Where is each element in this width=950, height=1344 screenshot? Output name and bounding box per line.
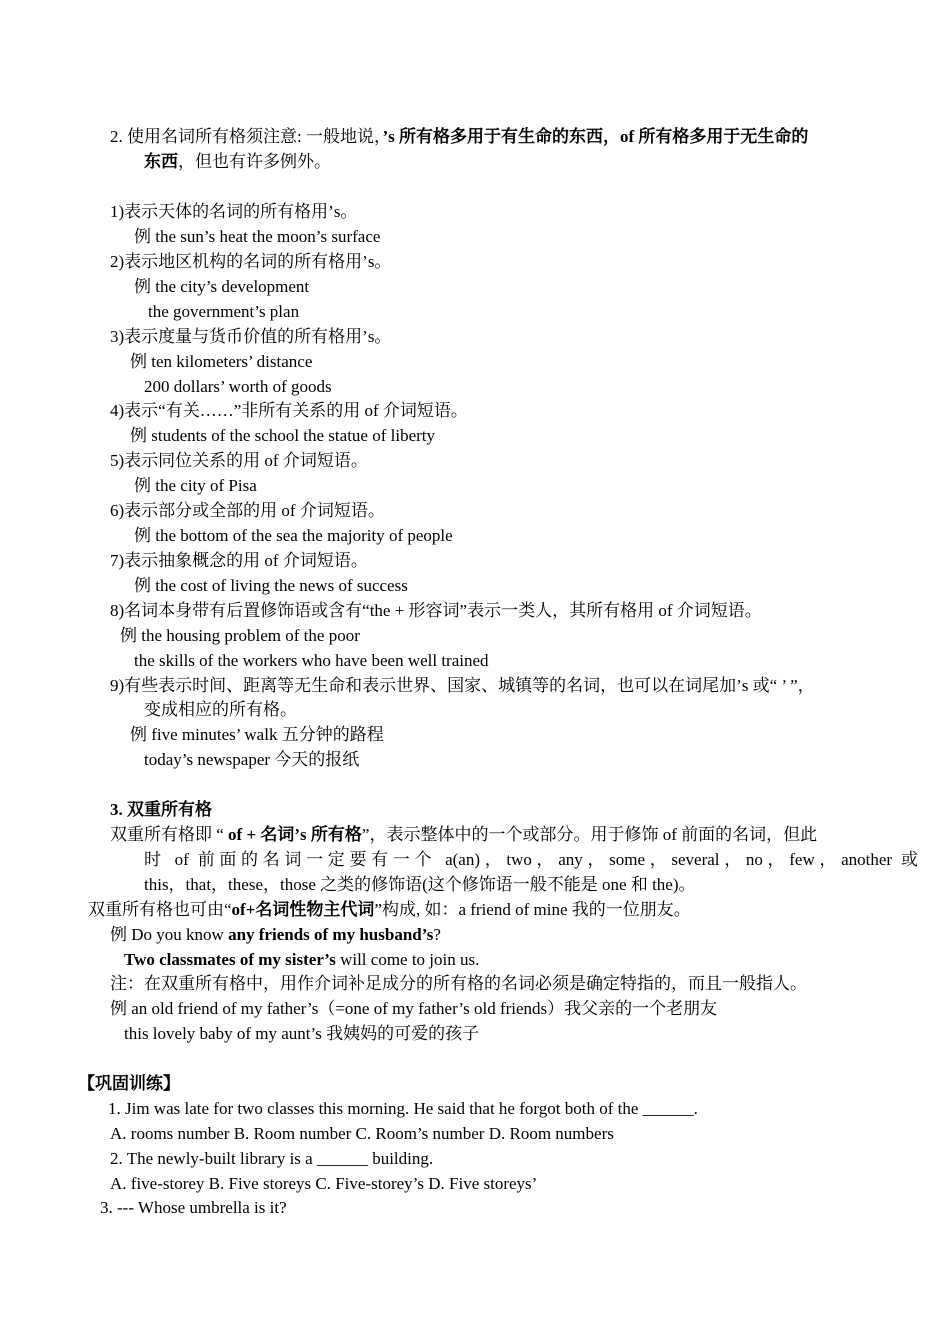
rule-6-example: 例 the bottom of the sea the majority of people [134, 526, 453, 545]
rule-3-example: 例 ten kilometers’ distance [130, 352, 313, 371]
intro-emphasis-2: 东西 [144, 152, 178, 171]
section-3-note: 注：在双重所有格中，用作介词补足成分的所有格的名词必须是确定特指的，而且一般指人。 [110, 974, 807, 993]
question-3: 3. --- Whose umbrella is it? [100, 1198, 287, 1217]
rule-2-example-2: the government’s plan [148, 302, 300, 321]
para-text: 双重所有格即 “ [110, 825, 229, 844]
section-3-example-4: this lovely baby of my aunt’s 我姨妈的可爱的孩子 [124, 1024, 480, 1043]
section-3-heading: 3. 双重所有格 [110, 800, 212, 819]
rule-4-title: 4)表示“有关……”非所有关系的用 of 介词短语。 [110, 401, 468, 420]
rule-1-title: 1)表示天体的名词的所有格用’s。 [110, 202, 358, 221]
rule-5-example: 例 the city of Pisa [134, 476, 257, 495]
section-2-intro-line1 [110, 127, 808, 147]
rule-7-title: 7)表示抽象概念的用 of 介词短语。 [110, 551, 368, 570]
intro-text-2: ，但也有许多例外。 [178, 152, 331, 171]
section-3-example-1 [110, 925, 441, 945]
para-text-cont: ”，表示整体中的一个或部分。用于修饰 of 前面的名词，但此 [361, 825, 818, 844]
rule-7-example: 例 the cost of living the news of success [134, 576, 408, 595]
rule-9-title: 9)有些表示时间、距离等无生命和表示世界、国家、城镇等的名词，也可以在词尾加’s 或“ ’ ”， [110, 676, 815, 695]
section-3-para-line2: 时 of 前面的名词一定要有一个 a(an)，two，any，some，several，no，few，another 或 [144, 850, 918, 869]
section-3-para-line3: this，that，these，those 之类的修饰语(这个修饰语一般不能是 one 和 the)。 [144, 875, 696, 894]
para-emphasis: of + 名词’s 所有格 [228, 825, 362, 844]
question-1: 1. Jim was late for two classes this morning. He said that he forgot both of the ______. [108, 1099, 698, 1118]
example2-emphasis: Two classmates of my sister’s [124, 950, 336, 969]
rule-8-example: 例 the housing problem of the poor [120, 626, 360, 645]
question-2-options: A. five-storey B. Five storeys C. Five-storey’s D. Five storeys’ [110, 1174, 538, 1193]
example-punct: ? [433, 925, 441, 944]
rule-9-title-cont: 变成相应的所有格。 [144, 700, 297, 719]
section-3-example-3: 例 an old friend of my father’s（=one of my father’s old friends）我父亲的一个老朋友 [110, 999, 718, 1018]
rule-4-example: 例 students of the school the statue of liberty [130, 426, 435, 445]
example2-text: will come to join us. [335, 950, 480, 969]
example-text: 例 Do you know [110, 925, 229, 944]
section-2-intro-line2 [144, 152, 331, 172]
section-3-para-line1 [110, 825, 817, 845]
intro-emphasis: ’s 所有格多用于有生命的东西，of 所有格多用于无生命的 [382, 127, 809, 146]
para4-text-cont: ”构成, 如：a friend of mine 我的一位朋友。 [374, 900, 691, 919]
rule-5-title: 5)表示同位关系的用 of 介词短语。 [110, 451, 368, 470]
section-3-para-line4 [88, 900, 691, 920]
rule-9-example-2: today’s newspaper 今天的报纸 [144, 750, 360, 769]
example-emphasis: any friends of my husband’s [228, 925, 434, 944]
rule-3-example-2: 200 dollars’ worth of goods [144, 377, 332, 396]
rule-2-title: 2)表示地区机构的名词的所有格用’s。 [110, 252, 392, 271]
rule-9-example: 例 five minutes’ walk 五分钟的路程 [130, 725, 384, 744]
section-3-example-2 [124, 950, 479, 970]
rule-8-example-2: the skills of the workers who have been well trained [134, 651, 489, 670]
rule-2-example: 例 the city’s development [134, 277, 310, 296]
rule-8-title: 8)名词本身带有后置修饰语或含有“the + 形容词”表示一类人，其所有格用 of 介词短语。 [110, 601, 762, 620]
practice-heading: 【巩固训练】 [78, 1074, 180, 1093]
question-2: 2. The newly-built library is a ______ building. [110, 1149, 434, 1168]
para4-emphasis: of+名词性物主代词 [231, 900, 375, 919]
question-1-options: A. rooms number B. Room number C. Room’s number D. Room numbers [110, 1124, 614, 1143]
para4-text: 双重所有格也可由“ [88, 900, 232, 919]
rule-1-example: 例 the sun’s heat the moon’s surface [134, 227, 381, 246]
rule-3-title: 3)表示度量与货币价值的所有格用’s。 [110, 327, 392, 346]
rule-6-title: 6)表示部分或全部的用 of 介词短语。 [110, 501, 385, 520]
intro-text: 2. 使用名词所有格须注意: 一般地说， [110, 127, 383, 146]
